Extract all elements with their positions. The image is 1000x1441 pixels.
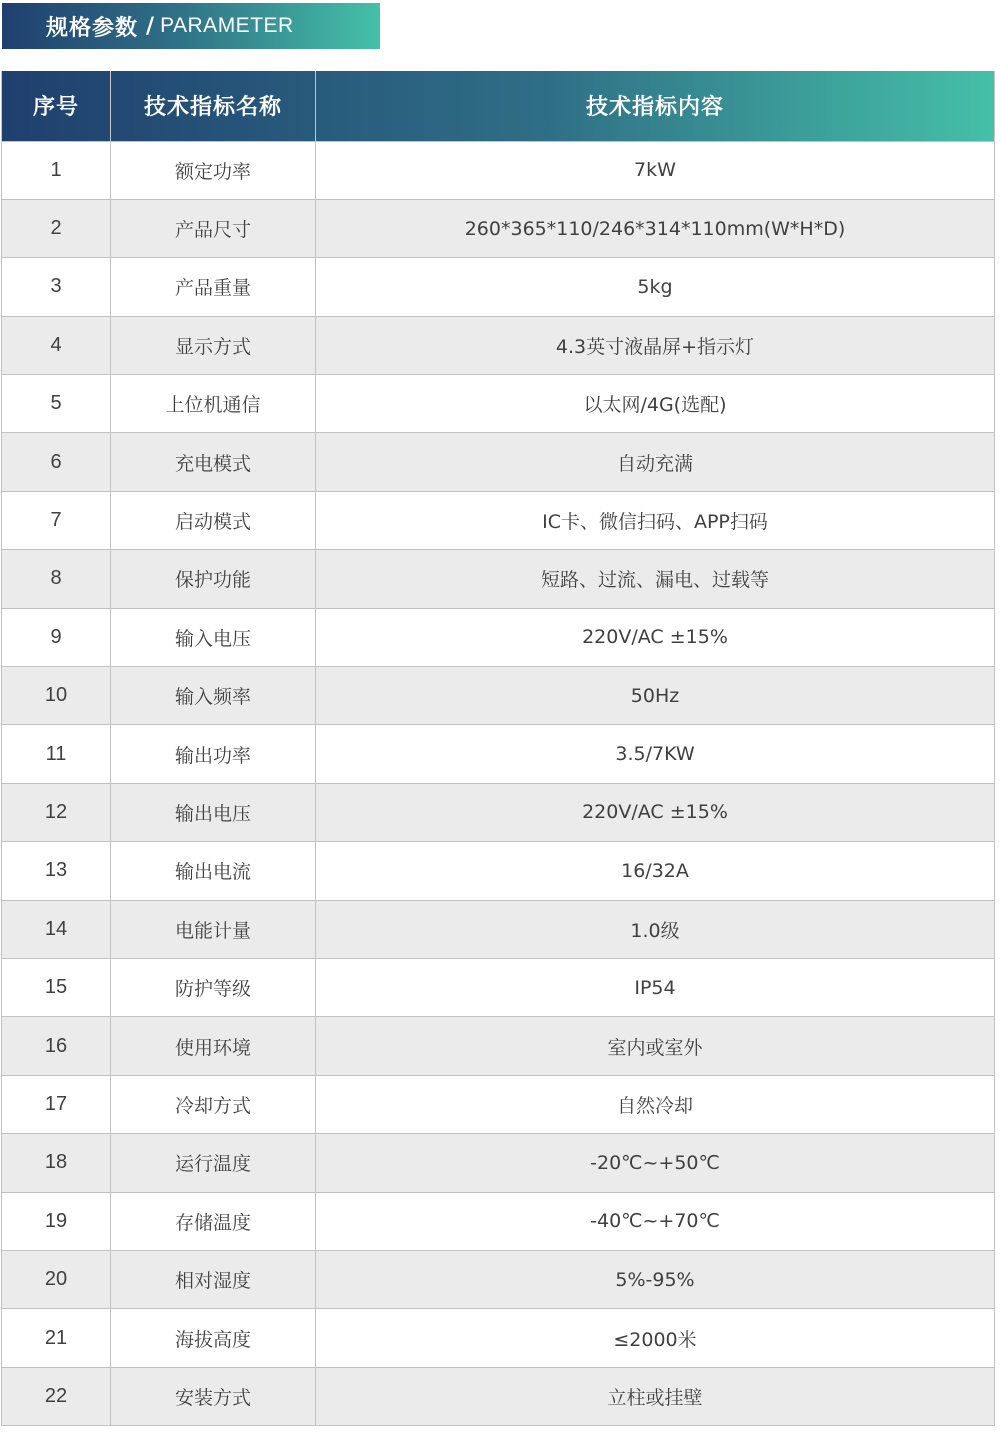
row-index-cell: 21: [2, 1309, 111, 1367]
table-row: [2, 1367, 995, 1425]
row-name-cell: 电能计量: [111, 900, 316, 958]
row-value-cell: 短路、过流、漏电、过载等: [316, 550, 995, 608]
row-value-cell: 立柱或挂壁: [316, 1367, 995, 1425]
row-index-cell: 15: [2, 958, 111, 1016]
row-index-cell: 13: [2, 842, 111, 900]
row-name-cell: 存储温度: [111, 1192, 316, 1250]
row-value-cell: IP54: [316, 958, 995, 1016]
table-row: [2, 258, 995, 316]
row-index-cell: 10: [2, 667, 111, 725]
table-row: [2, 199, 995, 257]
section-title-cn: 规格参数: [46, 15, 139, 41]
table-row: [2, 1250, 995, 1308]
table-row: [2, 958, 995, 1016]
row-name-cell: 充电模式: [111, 433, 316, 491]
row-index-cell: 2: [2, 199, 111, 257]
row-value-cell: 50Hz: [316, 667, 995, 725]
table-row: [2, 1075, 995, 1133]
table-row: [2, 667, 995, 725]
row-index-cell: 11: [2, 725, 111, 783]
table-row: [2, 608, 995, 666]
row-value-cell: 自然冷却: [316, 1075, 995, 1133]
row-index-cell: 20: [2, 1250, 111, 1308]
row-name-cell: 使用环境: [111, 1017, 316, 1075]
row-index-cell: 6: [2, 433, 111, 491]
row-index-cell: 17: [2, 1075, 111, 1133]
row-value-cell: 7kW: [316, 141, 995, 199]
row-value-cell: 5%-95%: [316, 1250, 995, 1308]
row-value-cell: 室内或室外: [316, 1017, 995, 1075]
row-value-cell: 220V/AC ±15%: [316, 608, 995, 666]
row-index-cell: 7: [2, 491, 111, 549]
row-name-cell: 相对湿度: [111, 1250, 316, 1308]
row-name-cell: 输入频率: [111, 667, 316, 725]
row-name-cell: 上位机通信: [111, 375, 316, 433]
row-name-cell: 冷却方式: [111, 1075, 316, 1133]
row-name-cell: 海拔高度: [111, 1309, 316, 1367]
row-value-cell: 3.5/7KW: [316, 725, 995, 783]
row-name-cell: 输入电压: [111, 608, 316, 666]
row-value-cell: ≤2000米: [316, 1309, 995, 1367]
row-name-cell: 输出电流: [111, 842, 316, 900]
row-value-cell: -20℃~+50℃: [316, 1134, 995, 1192]
row-index-cell: 19: [2, 1192, 111, 1250]
row-value-cell: 以太网/4G(选配): [316, 375, 995, 433]
row-name-cell: 额定功率: [111, 141, 316, 199]
section-title-separator: /: [146, 13, 155, 39]
row-index-cell: 14: [2, 900, 111, 958]
table-row: [2, 141, 995, 199]
row-value-cell: IC卡、微信扫码、APP扫码: [316, 491, 995, 549]
row-index-cell: 3: [2, 258, 111, 316]
row-index-cell: 8: [2, 550, 111, 608]
table-row: [2, 550, 995, 608]
row-value-cell: 自动充满: [316, 433, 995, 491]
table-header: [2, 71, 995, 141]
row-index-cell: 16: [2, 1017, 111, 1075]
table-row: [2, 1192, 995, 1250]
table-header-row: [2, 71, 995, 141]
row-name-cell: 运行温度: [111, 1134, 316, 1192]
table-row: [2, 1134, 995, 1192]
table-row: [2, 375, 995, 433]
table-row: [2, 842, 995, 900]
row-index-cell: 18: [2, 1134, 111, 1192]
row-index-cell: 4: [2, 316, 111, 374]
row-index-cell: 9: [2, 608, 111, 666]
row-index-cell: 5: [2, 375, 111, 433]
row-index-cell: 1: [2, 141, 111, 199]
table-row: [2, 900, 995, 958]
row-name-cell: 保护功能: [111, 550, 316, 608]
row-value-cell: 260*365*110/246*314*110mm(W*H*D): [316, 199, 995, 257]
header-index: 序号: [2, 71, 111, 141]
row-value-cell: 5kg: [316, 258, 995, 316]
row-name-cell: 产品尺寸: [111, 199, 316, 257]
header-spec-name: 技术指标名称: [111, 71, 316, 141]
table-row: [2, 1309, 995, 1367]
row-index-cell: 12: [2, 783, 111, 841]
section-title-en: PARAMETER: [160, 14, 294, 37]
row-name-cell: 产品重量: [111, 258, 316, 316]
table-body: [2, 141, 995, 1426]
table-row: [2, 316, 995, 374]
table-row: [2, 491, 995, 549]
row-name-cell: 输出功率: [111, 725, 316, 783]
row-value-cell: 1.0级: [316, 900, 995, 958]
table-row: [2, 1017, 995, 1075]
table-row: [2, 725, 995, 783]
row-name-cell: 防护等级: [111, 958, 316, 1016]
header-spec-value: 技术指标内容: [316, 71, 995, 141]
parameter-table: [1, 71, 995, 1426]
row-value-cell: 220V/AC ±15%: [316, 783, 995, 841]
section-title-banner: [2, 3, 380, 49]
row-name-cell: 启动模式: [111, 491, 316, 549]
table-row: [2, 783, 995, 841]
row-name-cell: 显示方式: [111, 316, 316, 374]
row-value-cell: -40℃~+70℃: [316, 1192, 995, 1250]
row-value-cell: 16/32A: [316, 842, 995, 900]
row-name-cell: 安装方式: [111, 1367, 316, 1425]
row-index-cell: 22: [2, 1367, 111, 1425]
table-row: [2, 433, 995, 491]
row-name-cell: 输出电压: [111, 783, 316, 841]
row-value-cell: 4.3英寸液晶屏+指示灯: [316, 316, 995, 374]
